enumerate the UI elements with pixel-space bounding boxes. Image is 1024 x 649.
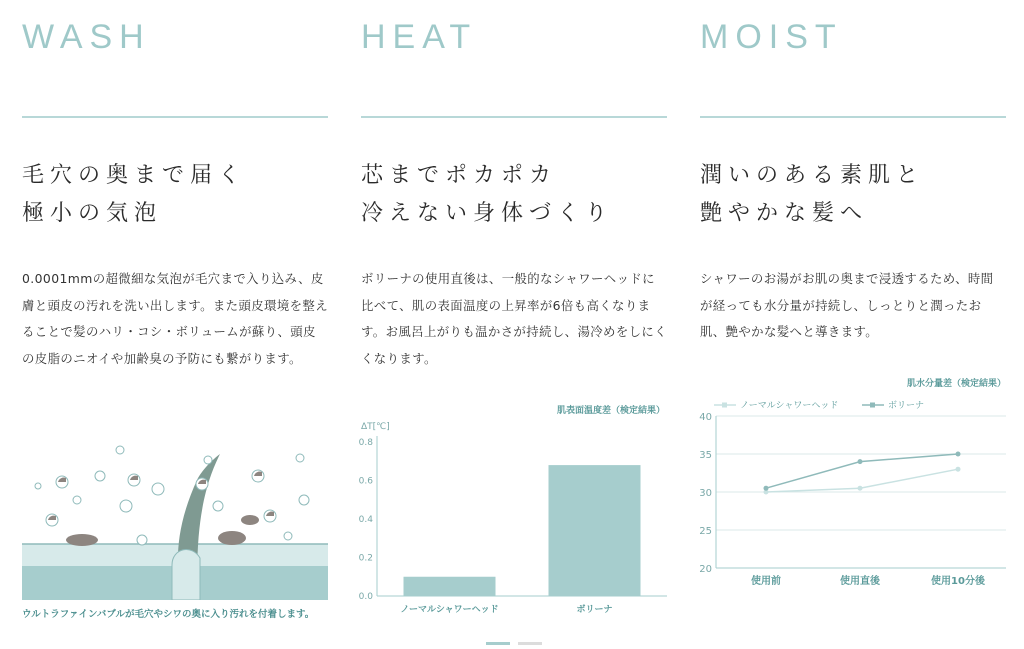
data-point: [858, 486, 863, 491]
y-tick-label: 0.2: [358, 553, 373, 564]
bar: [404, 577, 496, 596]
illustration-caption: ウルトラファインバブルが毛穴やシワの奥に入り汚れを付着します。: [22, 609, 315, 620]
subtitle-line: 極小の気泡: [22, 201, 163, 226]
data-point: [764, 486, 769, 491]
x-tick-label: ノーマルシャワーヘッド: [400, 605, 499, 615]
y-tick-label: 30: [699, 488, 712, 499]
body-wash: 0.0001mmの超微細な気泡が毛穴まで入り込み、皮膚と頭皮の汚れを洗い出します。また頭皮環境を整えることで髪のハリ・コシ・ボリュームが蘇り、頭皮の皮脂のニオイや加齢臭の予防にも繋がります。: [22, 271, 328, 366]
chart-title: 肌表面温度差（検定結果）: [556, 406, 665, 416]
y-tick-label: 25: [699, 526, 712, 537]
temperature-bar-chart: [355, 400, 675, 622]
divider: [700, 116, 1006, 118]
bar: [549, 465, 641, 596]
x-tick-label: 使用前: [751, 576, 781, 587]
y-axis-label: ΔT[℃]: [361, 422, 390, 432]
carousel-indicator: [486, 630, 550, 649]
x-tick-label: 使用直後: [840, 576, 880, 587]
y-tick-label: 35: [699, 450, 712, 461]
data-point: [956, 467, 961, 472]
y-tick-label: 0.4: [358, 515, 373, 525]
legend-marker: [722, 403, 727, 408]
subtitle-wash: [22, 157, 246, 233]
y-tick-label: 40: [699, 412, 712, 423]
x-tick-label: 使用10分後: [931, 576, 985, 587]
bubble-illustration: [22, 440, 328, 600]
carousel-dot[interactable]: [518, 642, 542, 645]
subtitle-heat: [361, 157, 613, 233]
subtitle-line: 毛穴の奥まで届く: [22, 163, 247, 188]
subtitle-line: 艶やかな髪へ: [700, 201, 869, 226]
legend-marker: [870, 403, 875, 408]
body-moist: シャワーのお湯がお肌の奥まで浸透するため、時間が経っても水分量が持続し、しっとりと潤ったお肌、艶やかな髪へと導きます。: [700, 271, 994, 339]
subtitle-line: 冷えない身体づくり: [361, 201, 614, 226]
data-point: [858, 459, 863, 464]
y-tick-label: 0.0: [358, 592, 373, 602]
y-tick-label: 0.6: [358, 476, 373, 487]
heading-moist: MOIST: [700, 18, 843, 56]
y-tick-label: 0.8: [358, 438, 373, 448]
data-point: [956, 452, 961, 457]
moisture-line-chart: [694, 372, 1010, 594]
heading-wash: WASH: [22, 18, 151, 56]
heading-heat: HEAT: [361, 18, 478, 56]
subtitle-line: 潤いのある素肌と: [700, 163, 925, 188]
subtitle-moist: [700, 157, 924, 233]
legend-label: ノーマルシャワーヘッド: [740, 401, 839, 411]
divider: [22, 116, 328, 118]
subtitle-line: 芯までポカポカ: [361, 163, 558, 188]
x-tick-label: ボリーナ: [576, 605, 613, 615]
divider: [361, 116, 667, 118]
series-line: [766, 454, 958, 488]
y-tick-label: 20: [699, 564, 712, 575]
carousel-dot-active[interactable]: [486, 642, 510, 645]
chart-title: 肌水分量差（検定結果）: [906, 379, 1006, 389]
legend-label: ボリーナ: [888, 401, 925, 411]
body-heat: ボリーナの使用直後は、一般的なシャワーヘッドに比べて、肌の表面温度の上昇率が6倍も高くなります。お風呂上がりも温かさが持続し、湯冷めをしにくくなります。: [361, 271, 667, 366]
